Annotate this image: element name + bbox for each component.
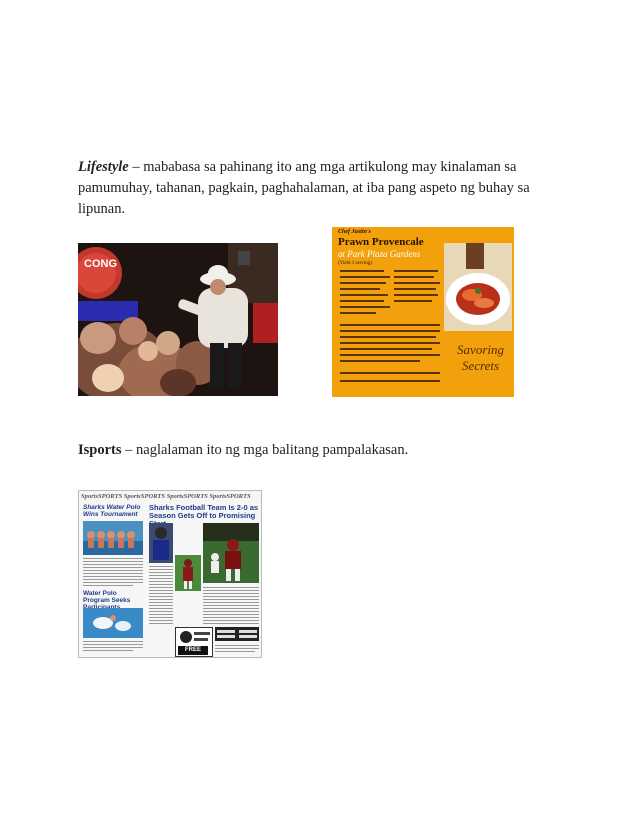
newspaper-ad-banner bbox=[215, 627, 259, 641]
article-text-line bbox=[83, 573, 143, 574]
recipe-brand-line1: Savoring bbox=[457, 342, 504, 357]
football-action-photo-small bbox=[175, 555, 201, 591]
article-text-line bbox=[203, 593, 259, 594]
article-text-line bbox=[215, 651, 255, 652]
article-text-line bbox=[203, 614, 259, 615]
newspaper-ad-box bbox=[175, 627, 213, 657]
article-text-line bbox=[83, 582, 143, 583]
article-text-line bbox=[203, 590, 259, 591]
article-text-line bbox=[83, 579, 143, 580]
ingredient-line bbox=[394, 276, 434, 278]
recipe-title: Prawn Provencale bbox=[338, 236, 424, 248]
article-text-line bbox=[203, 620, 259, 621]
ingredient-line bbox=[340, 282, 386, 284]
isports-separator: – bbox=[121, 442, 137, 458]
article-text-line bbox=[203, 611, 259, 612]
article-text-line bbox=[149, 566, 173, 567]
concert-photo bbox=[78, 243, 278, 396]
article-text-line bbox=[149, 572, 173, 573]
newspaper-masthead: SportsSPORTS SportsSPORTS SportsSPORTS SportsSPORTS bbox=[81, 493, 251, 500]
ingredient-line bbox=[394, 300, 432, 302]
article-text-line bbox=[203, 599, 259, 600]
ingredient-line bbox=[340, 276, 390, 278]
article-text-line bbox=[203, 605, 259, 606]
newspaper-headline-main: Sharks Football Team Is 2-0 as Season Gets Off to Promising bbox=[149, 503, 259, 520]
article-text-line bbox=[149, 605, 173, 606]
article-text-line bbox=[83, 576, 143, 577]
instruction-line bbox=[340, 342, 440, 344]
article-text-line bbox=[83, 570, 143, 571]
isports-description: naglalaman ito ng mga balitang pampalakasan. bbox=[136, 442, 409, 458]
pool-photo bbox=[83, 608, 143, 638]
article-text-line bbox=[203, 608, 259, 609]
article-text-line bbox=[149, 590, 173, 591]
ad-free-label: FREE bbox=[178, 646, 208, 655]
article-text-line bbox=[149, 599, 173, 600]
newspaper-headline-left: Sharks Water Polo Wins Tournament bbox=[83, 504, 141, 518]
article-text-line bbox=[149, 602, 173, 603]
concert-sign-text: CONG bbox=[84, 258, 117, 270]
football-player-graphic bbox=[149, 523, 173, 563]
article-text-line bbox=[203, 596, 259, 597]
article-text-line bbox=[149, 578, 173, 579]
isports-term: Isports bbox=[78, 442, 122, 458]
lifestyle-paragraph bbox=[78, 157, 558, 220]
football-player-portrait bbox=[149, 523, 173, 563]
article-text-line bbox=[149, 620, 173, 621]
ingredient-line bbox=[394, 270, 438, 272]
ingredient-line bbox=[340, 300, 384, 302]
article-text-line bbox=[149, 587, 173, 588]
instruction-line bbox=[340, 348, 432, 350]
article-text-line bbox=[83, 641, 143, 642]
article-text-line bbox=[83, 647, 143, 648]
recipe-yield: (Yield 1 serving) bbox=[338, 261, 372, 266]
article-text-line bbox=[83, 558, 143, 559]
recipe-chef: Chef Justin's bbox=[338, 229, 371, 235]
sports-newspaper bbox=[78, 490, 262, 658]
article-text-line bbox=[83, 567, 143, 568]
article-text-line bbox=[83, 650, 133, 651]
article-text-line bbox=[83, 644, 143, 645]
article-text-line bbox=[83, 564, 143, 565]
newspaper-headline-lower: Water Polo Program Seeks bbox=[83, 590, 131, 604]
article-text-line bbox=[203, 623, 259, 624]
water-polo-team-photo bbox=[83, 521, 143, 555]
instruction-line bbox=[340, 330, 440, 332]
article-text-line bbox=[149, 569, 173, 570]
lifestyle-description: mababasa sa pahinang ito ang mga artikulong may kinalaman sa pamumuhay, tahanan, pagkain, paghahalaman, at iba pang aspeto ng buhay sa lipunan. bbox=[78, 159, 530, 217]
isports-paragraph bbox=[78, 440, 558, 461]
article-text-line bbox=[203, 617, 259, 618]
football-action-graphic bbox=[203, 523, 259, 583]
article-text-line bbox=[203, 602, 259, 603]
nutrition-line bbox=[340, 380, 440, 382]
article-text-line bbox=[149, 611, 173, 612]
ingredient-line bbox=[394, 288, 436, 290]
ingredient-line bbox=[340, 288, 380, 290]
lifestyle-term: Lifestyle bbox=[78, 159, 129, 175]
recipe-subtitle: at Park Plaza Gardens bbox=[338, 249, 421, 259]
concert-photo-graphic bbox=[78, 243, 278, 396]
football-action-photo bbox=[203, 523, 259, 583]
dish-photo bbox=[444, 243, 512, 331]
ad-graphic bbox=[176, 628, 212, 646]
article-text-line bbox=[149, 575, 173, 576]
pool-graphic bbox=[83, 608, 143, 638]
ingredient-line bbox=[340, 306, 390, 308]
ingredient-line bbox=[340, 270, 384, 272]
recipe-brand-line2: Secrets bbox=[461, 358, 500, 373]
ingredient-line bbox=[340, 294, 388, 296]
water-polo-team-graphic bbox=[83, 521, 143, 555]
article-text-line bbox=[203, 587, 259, 588]
article-text-line bbox=[149, 596, 173, 597]
nutrition-line bbox=[340, 372, 440, 374]
article-text-line bbox=[149, 614, 173, 615]
instruction-line bbox=[340, 336, 436, 338]
instruction-line bbox=[340, 354, 440, 356]
ingredient-line bbox=[340, 312, 376, 314]
lifestyle-separator: – bbox=[128, 159, 144, 175]
article-text-line bbox=[149, 617, 173, 618]
instruction-line bbox=[340, 324, 440, 326]
article-text-line bbox=[149, 623, 173, 624]
article-text-line bbox=[149, 593, 173, 594]
ingredient-line bbox=[394, 282, 440, 284]
article-text-line bbox=[149, 581, 173, 582]
instruction-line bbox=[340, 360, 420, 362]
article-text-line bbox=[83, 561, 143, 562]
article-text-line bbox=[215, 648, 259, 649]
ingredient-line bbox=[394, 294, 438, 296]
article-text-line bbox=[149, 584, 173, 585]
recipe-brand bbox=[457, 342, 504, 374]
article-text-line bbox=[215, 645, 259, 646]
football-action-small-graphic bbox=[175, 555, 201, 591]
ad-banner-graphic bbox=[215, 627, 259, 641]
article-text-line bbox=[149, 608, 173, 609]
recipe-card bbox=[332, 227, 514, 397]
article-text-line bbox=[83, 585, 133, 586]
